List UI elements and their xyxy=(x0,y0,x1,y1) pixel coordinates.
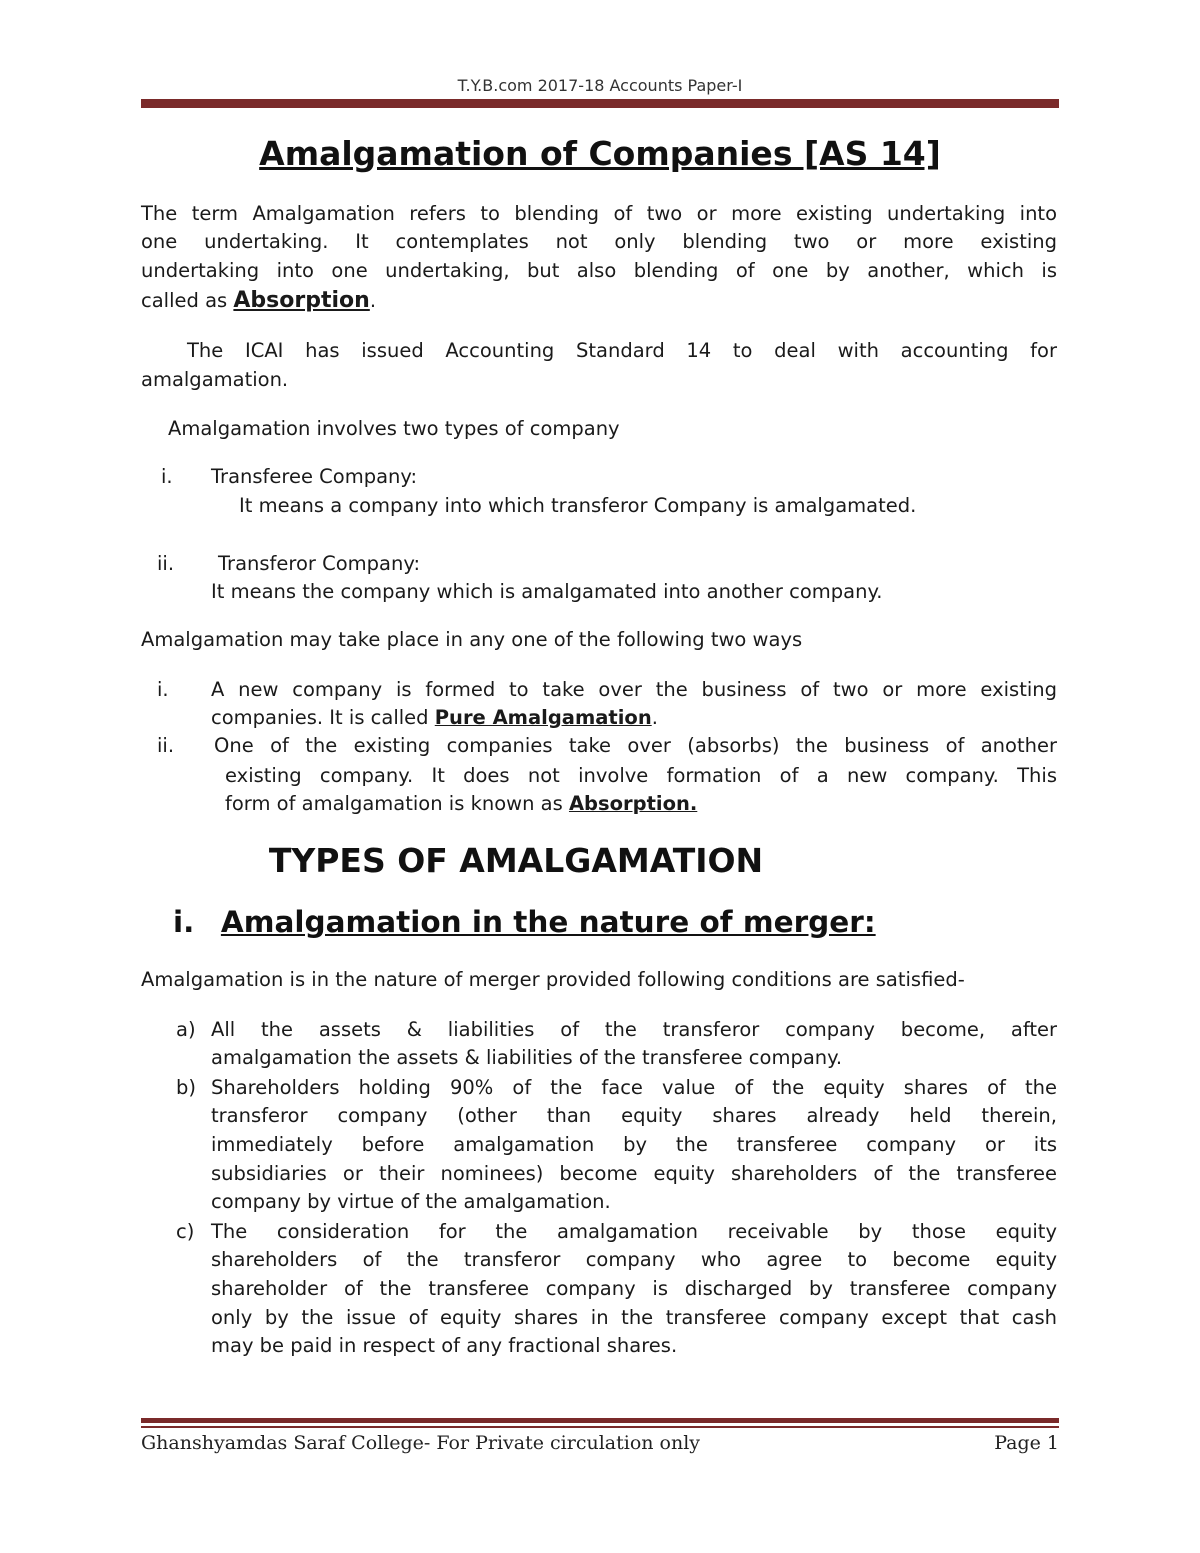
condition-b-line-5: company by virtue of the amalgamation. xyxy=(211,1190,611,1213)
transferor-company-desc: It means the company which is amalgamated into another company. xyxy=(211,580,883,603)
condition-marker-c: c) xyxy=(176,1220,195,1243)
condition-marker-b: b) xyxy=(176,1076,196,1099)
way-2-line-2: existing company. It does not involve formation of a new company. This xyxy=(225,764,1057,787)
absorption-term: Absorption xyxy=(233,288,370,313)
intro-line-1: The term Amalgamation refers to blending of two or more existing undertaking into xyxy=(141,202,1057,225)
intro-line-2: one undertaking. It contemplates not only blending two or more existing xyxy=(141,230,1057,253)
intro-line-4-suffix: . xyxy=(369,289,377,312)
footer-page-number: Page 1 xyxy=(994,1432,1059,1454)
condition-c-line-2: shareholders of the transferor company who agree to become equity xyxy=(211,1248,1057,1271)
footer-college: Ghanshyamdas Saraf College- For Private circulation only xyxy=(141,1432,701,1454)
way-1-line-1: A new company is formed to take over the business of two or more existing xyxy=(211,678,1057,701)
ways-intro: Amalgamation may take place in any one of the following two ways xyxy=(141,628,803,651)
header-rule xyxy=(141,99,1059,108)
way-2-line-3-prefix: form of amalgamation is known as xyxy=(225,792,569,815)
intro-line-3: undertaking into one undertaking, but also blending of one by another, which is xyxy=(141,259,1057,282)
company-type-marker-2: ii. xyxy=(157,552,175,575)
merger-heading xyxy=(173,905,876,939)
condition-b-line-4: subsidiaries or their nominees) become equity shareholders of the transferee xyxy=(211,1162,1057,1185)
icai-line-1: The ICAI has issued Accounting Standard 14 to deal with accounting for xyxy=(187,339,1057,362)
intro-line-4 xyxy=(141,287,376,316)
icai-line-2: amalgamation. xyxy=(141,368,289,391)
merger-intro: Amalgamation is in the nature of merger provided following conditions are satisfied- xyxy=(141,968,965,991)
way-2-line-3 xyxy=(225,790,697,819)
footer-rule-thin xyxy=(141,1426,1059,1428)
way-1-line-2-prefix: companies. It is called xyxy=(211,706,435,729)
condition-a-line-1: All the assets & liabilities of the transferor company become, after xyxy=(211,1018,1057,1041)
transferee-company-desc: It means a company into which transferor Company is amalgamated. xyxy=(239,494,917,517)
condition-c-line-4: only by the issue of equity shares in the transferee company except that cash xyxy=(211,1306,1057,1329)
condition-a-line-2: amalgamation the assets & liabilities of the transferee company. xyxy=(211,1046,843,1069)
transferor-company-label: Transferor Company: xyxy=(218,552,421,575)
merger-heading-text: Amalgamation in the nature of merger: xyxy=(220,905,876,939)
way-2-line-1: One of the existing companies take over (absorbs) the business of another xyxy=(214,734,1057,757)
intro-line-4-prefix: called as xyxy=(141,289,234,312)
way-1-line-2-suffix: . xyxy=(651,706,658,729)
way-marker-1: i. xyxy=(157,678,169,701)
condition-c-line-5: may be paid in respect of any fractional shares. xyxy=(211,1334,678,1357)
company-type-marker-1: i. xyxy=(161,465,173,488)
types-heading: TYPES OF AMALGAMATION xyxy=(268,841,764,880)
footer-rule-thick xyxy=(141,1418,1059,1423)
way-1-line-2 xyxy=(211,704,658,733)
condition-b-line-1: Shareholders holding 90% of the face value of the equity shares of the xyxy=(211,1076,1057,1099)
way-marker-2: ii. xyxy=(157,734,175,757)
absorption-term-2: Absorption. xyxy=(568,792,698,815)
document-title: Amalgamation of Companies [AS 14] xyxy=(259,134,941,173)
page-header: T.Y.B.com 2017-18 Accounts Paper-I xyxy=(457,76,743,95)
pure-amalgamation-term: Pure Amalgamation xyxy=(434,706,652,729)
transferee-company-label: Transferee Company: xyxy=(211,465,418,488)
condition-c-line-1: The consideration for the amalgamation receivable by those equity xyxy=(211,1220,1057,1243)
condition-marker-a: a) xyxy=(176,1018,196,1041)
condition-c-line-3: shareholder of the transferee company is discharged by transferee company xyxy=(211,1277,1057,1300)
types-intro: Amalgamation involves two types of company xyxy=(168,417,620,440)
merger-heading-marker: i. xyxy=(173,905,195,939)
condition-b-line-2: transferor company (other than equity shares already held therein, xyxy=(211,1104,1057,1127)
condition-b-line-3: immediately before amalgamation by the transferee company or its xyxy=(211,1133,1057,1156)
